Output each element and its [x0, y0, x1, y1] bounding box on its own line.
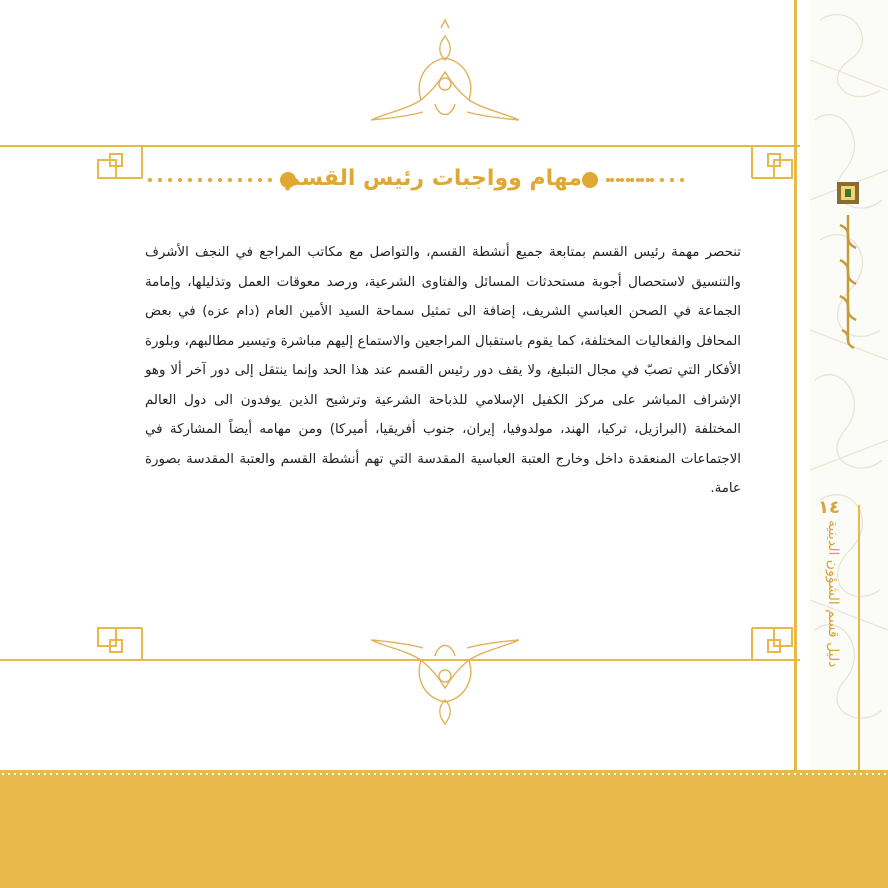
book-side-title: دليل قسم الشؤون الدينية [825, 520, 841, 668]
section-heading-row [142, 160, 652, 200]
page-number: ١٤ [818, 497, 840, 518]
bottom-band [0, 770, 888, 888]
bottom-dotted-edge [0, 772, 888, 776]
side-gold-line [794, 0, 797, 770]
side-gold-line-2 [858, 505, 860, 770]
section-title: مهام وواجبات رئيس القسم [284, 166, 582, 191]
body-text [145, 238, 741, 504]
body-paragraph: تنحصر مهمة رئيس القسم بمتابعة جميع أنشطة القسم، والتواصل مع مكاتب المراجع في النجف الأشرف والتنسيق لاستحصال أجوبة مستحدثات المسائل والفتاوى الشرعية، ورصد معوقات العمل وتذليلها، وإمامة الجماعة في الصحن العباسي الشريف، إضافة الى تمثيل سماحة السيد الأمين العام (دام عزه) في بعض المحافل والفعاليات المختلفة، كما يقوم باستقبال المراجعين والاستماع إليهم مباشرة وتيسير مطالبهم، وبلورة الأفكار التي تصبّ في مجال التبليغ، ولا يقف دور رئيس القسم عند هذا الحد وإنما ينتقل إلى دور آخر ألا وهو الإشراف المباشر على مركز الكفيل الإسلامي للذباحة الشرعية وترشيح الذين يوفدون الى دول العالم المختلفة (البرازيل، تركيا، الهند، مولدوفيا، إيران، جنوب أفريقيا، أميركا) ومن مهامه أيضاً المشاركة في الاجتماعات المنعقدة داخل وخارج العتبة العباسية المقدسة التي تهم أنشطة القسم والعتبة المقدسة بصورة عامة. [145, 245, 741, 496]
